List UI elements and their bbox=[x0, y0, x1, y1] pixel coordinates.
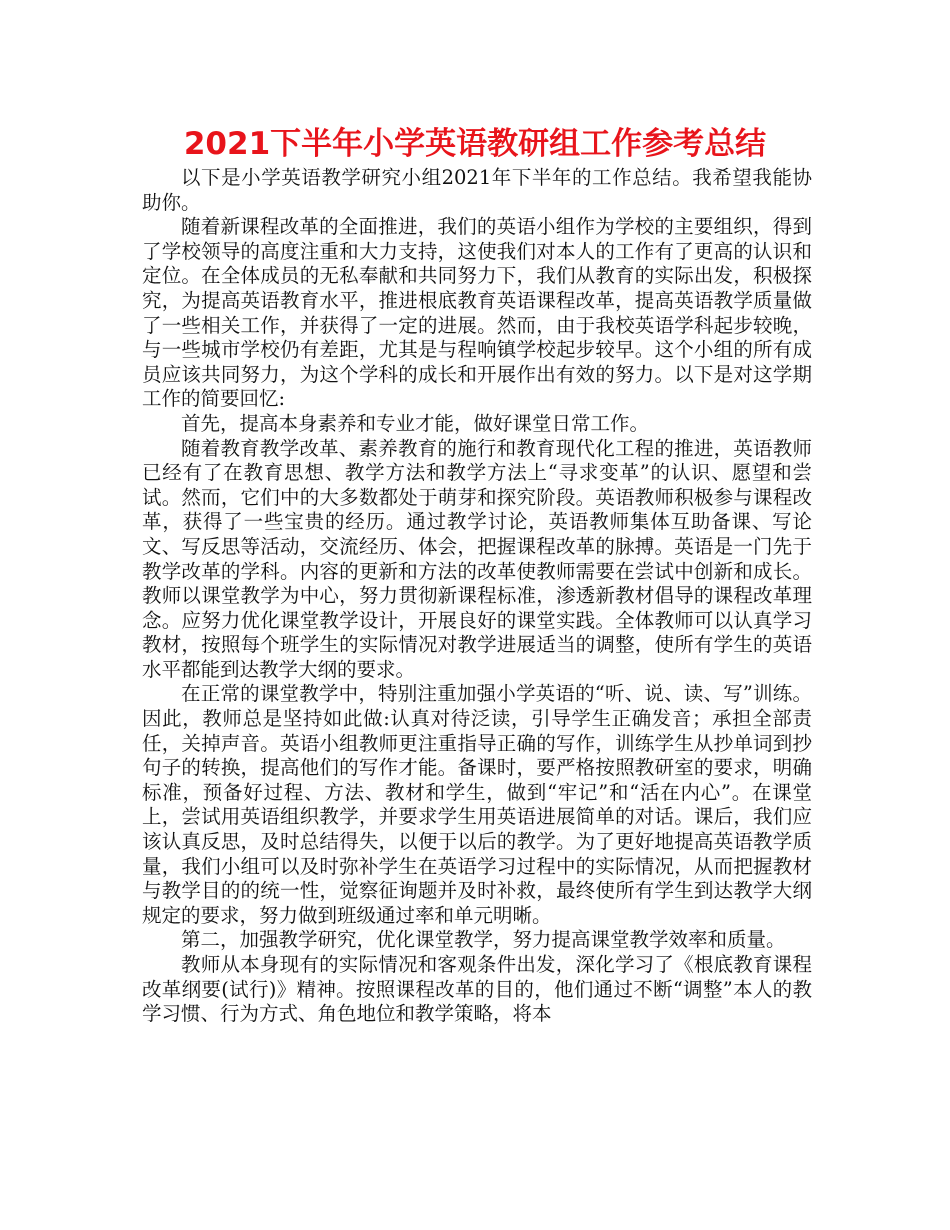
paragraph: 首先，提高本身素养和专业才能，做好课堂日常工作。 bbox=[181, 411, 650, 435]
paragraph: 在正常的课堂教学中，特别注重加强小学英语的“听、说、读、写”训练。因此，教师总是坚持如此做:认真对待泛读，引导学生正确发音；承担全部责任，关掉声音。英语小组教师更注重指导正确的写作，训练学生从抄单词到抄句子的转换，提高他们的写作才能。备课时，要严格按照教研室的要求，明确标准，预备好过程、方法、教材和学生，做到“牢记”和“活在内心”。在课堂上，尝试用英语组织教学，并要求学生用英语进展简单的对话。课后，我们应该认真反思，及时总结得失，以便于以后的教学。为了更好地提高英语教学质量，我们小组可以及时弥补学生在英语学习过程中的实际情况，从而把握教材与教学目的的统一性，觉察征询题并及时补救，最终使所有学生到达教学大纲规定的要求，努力做到班级通过率和单元明晰。 bbox=[142, 682, 812, 927]
paragraph: 随着教育教学改革、素养教育的施行和教育现代化工程的推进，英语教师已经有了在教育思想、教学方法和教学方法上“寻求变革”的认识、愿望和尝试。然而，它们中的大多数都处于萌芽和探究阶段。英语教师积极参与课程改革，获得了一些宝贵的经历。通过教学讨论，英语教师集体互助备课、写论文、写反思等活动，交流经历、体会，把握课程改革的脉搏。英语是一门先于教学改革的学科。内容的更新和方法的改革使教师需要在尝试中创新和成长。教师以课堂教学为中心，努力贯彻新课程标准，渗透新教材倡导的课程改革理念。应努力优化课堂教学设计，开展良好的课堂实践。全体教师可以认真学习教材，按照每个班学生的实际情况对教学进展适当的调整，使所有学生的英语水平都能到达教学大纲的要求。 bbox=[142, 436, 812, 681]
paragraph: 以下是小学英语教学研究小组2021年下半年的工作总结。我希望我能协助你。 bbox=[142, 166, 812, 214]
paragraph: 教师从本身现有的实际情况和客观条件出发，深化学习了《根底教育课程改革纲要(试行)》精神。按照课程改革的目的，他们通过不断“调整”本人的教学习惯、行为方式、角色地位和教学策略，将本 bbox=[142, 953, 812, 1026]
document-title: 2021下半年小学英语教研组工作参考总结 bbox=[183, 126, 767, 162]
paragraph: 随着新课程改革的全面推进，我们的英语小组作为学校的主要组织，得到了学校领导的高度注重和大力支持，这使我们对本人的工作有了更高的认识和定位。在全体成员的无私奉献和共同努力下，我们从教育的实际出发，积极探究，为提高英语教育水平，推进根底教育英语课程改革，提高英语教学质量做了一些相关工作，并获得了一定的进展。然而，由于我校英语学科起步较晚，与一些城市学校仍有差距，尤其是与程响镇学校起步较早。这个小组的所有成员应该共同努力，为这个学科的成长和开展作出有效的努力。以下是对这学期工作的简要回忆: bbox=[142, 215, 812, 411]
paragraph: 第二，加强教学研究，优化课堂教学，努力提高课堂教学效率和质量。 bbox=[181, 928, 786, 952]
document-body bbox=[142, 166, 812, 1027]
